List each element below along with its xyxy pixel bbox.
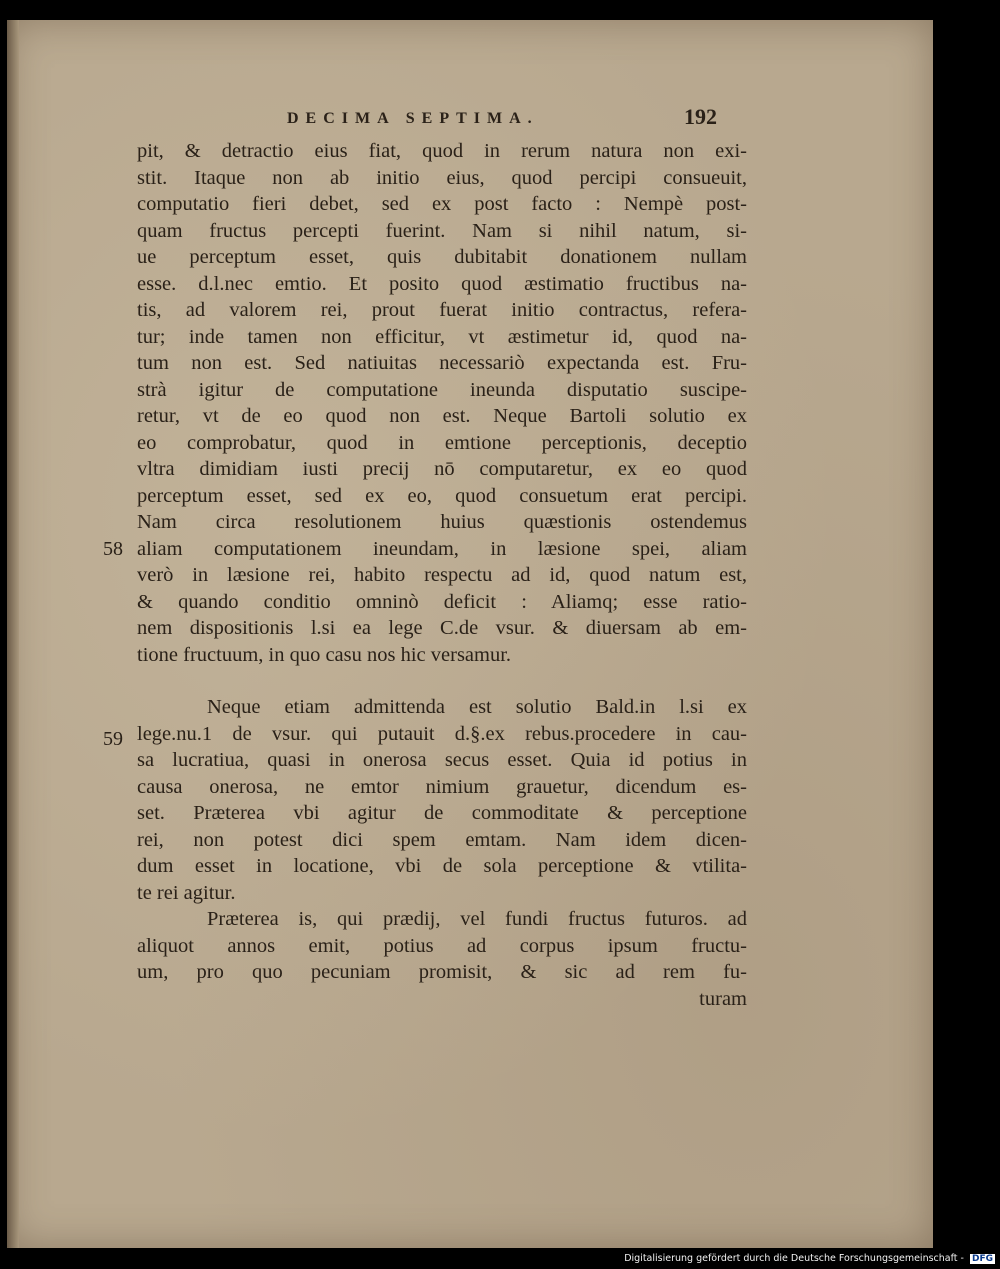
text-line: perceptum esset, sed ex eo, quod consuetum erat percipi.: [137, 484, 747, 507]
text-line: retur, vt de eo quod non est. Neque Bartoli solutio ex: [137, 405, 747, 427]
footer-credit: [600, 1253, 995, 1267]
text-line: set. Præterea vbi agitur de commoditate & perceptione: [137, 802, 747, 824]
book-page: [7, 20, 933, 1248]
text-line: Neque etiam admittenda est solutio Bald.in l.si ex: [207, 696, 747, 718]
margin-number-58: 58: [103, 538, 123, 560]
page-header: [257, 90, 717, 130]
footer-credit-text: Digitalisierung gefördert durch die Deutsche Forschungsgemeinschaft -: [624, 1253, 964, 1264]
text-line: lege.nu.1 de vsur. qui putauit d.§.ex rebus.procedere in cau-: [137, 722, 747, 745]
text-line: causa onerosa, ne emtor nimium grauetur, dicendum es-: [137, 775, 747, 798]
catchword: turam: [699, 987, 747, 1010]
text-line: & quando conditio omninò deficit : Aliamq; esse ratio-: [137, 590, 747, 613]
text-line: aliam computationem ineundam, in læsione spei, aliam: [137, 537, 747, 560]
text-line: Nam circa resolutionem huius quæstionis ostendemus: [137, 511, 747, 533]
text-line: vltra dimidiam iusti precij nō computaretur, ex eo quod: [137, 458, 747, 480]
text-line: computatio fieri debet, sed ex post facto : Nempè post-: [137, 193, 747, 215]
text-line: tis, ad valorem rei, prout fuerat initio contractus, refera-: [137, 299, 747, 321]
running-head: DECIMA SEPTIMA.: [287, 110, 539, 127]
text-line: aliquot annos emit, potius ad corpus ipsum fructu-: [137, 934, 747, 957]
page-number: 192: [684, 104, 717, 129]
text-line: sa lucratiua, quasi in onerosa secus esset. Quia id potius in: [137, 749, 747, 771]
text-line: quam fructus percepti fuerint. Nam si nihil natum, si-: [137, 219, 747, 242]
margin-number-59: 59: [103, 728, 123, 750]
text-line: verò in læsione rei, habito respectu ad id, quod natum est,: [137, 564, 747, 586]
text-line: nem dispositionis l.si ea lege C.de vsur. & diuersam ab em-: [137, 617, 747, 639]
paragraph-gap: [137, 668, 747, 694]
text-line: esse. d.l.nec emtio. Et posito quod æstimatio fructibus na-: [137, 272, 747, 295]
text-line: ue perceptum esset, quis dubitabit donationem nullam: [137, 246, 747, 268]
text-line: Præterea is, qui prædij, vel fundi fructus futuros. ad: [207, 908, 747, 930]
text-line: strà igitur de computatione ineunda disputatio suscipe-: [137, 378, 747, 401]
text-line: tur; inde tamen non efficitur, vt æstimetur id, quod na-: [137, 325, 747, 348]
text-line: rei, non potest dici spem emtam. Nam idem dicen-: [137, 828, 747, 851]
text-line: te rei agitur.: [137, 881, 236, 904]
text-line: pit, & detractio eius fiat, quod in rerum natura non exi-: [137, 140, 747, 162]
body-text: [137, 138, 747, 1012]
text-line: um, pro quo pecuniam promisit, & sic ad rem fu-: [137, 961, 747, 983]
text-line: dum esset in locatione, vbi de sola perceptione & vtilita-: [137, 855, 747, 877]
text-line: stit. Itaque non ab initio eius, quod percipi consueuit,: [137, 166, 747, 189]
text-line: tione fructuum, in quo casu nos hic versamur.: [137, 643, 512, 666]
dfg-logo: DFG: [971, 1254, 993, 1264]
page-gutter: [7, 20, 19, 1248]
text-line: eo comprobatur, quod in emtione perceptionis, deceptio: [137, 431, 747, 454]
text-line: tum non est. Sed natiuitas necessariò expectanda est. Fru-: [137, 352, 747, 374]
